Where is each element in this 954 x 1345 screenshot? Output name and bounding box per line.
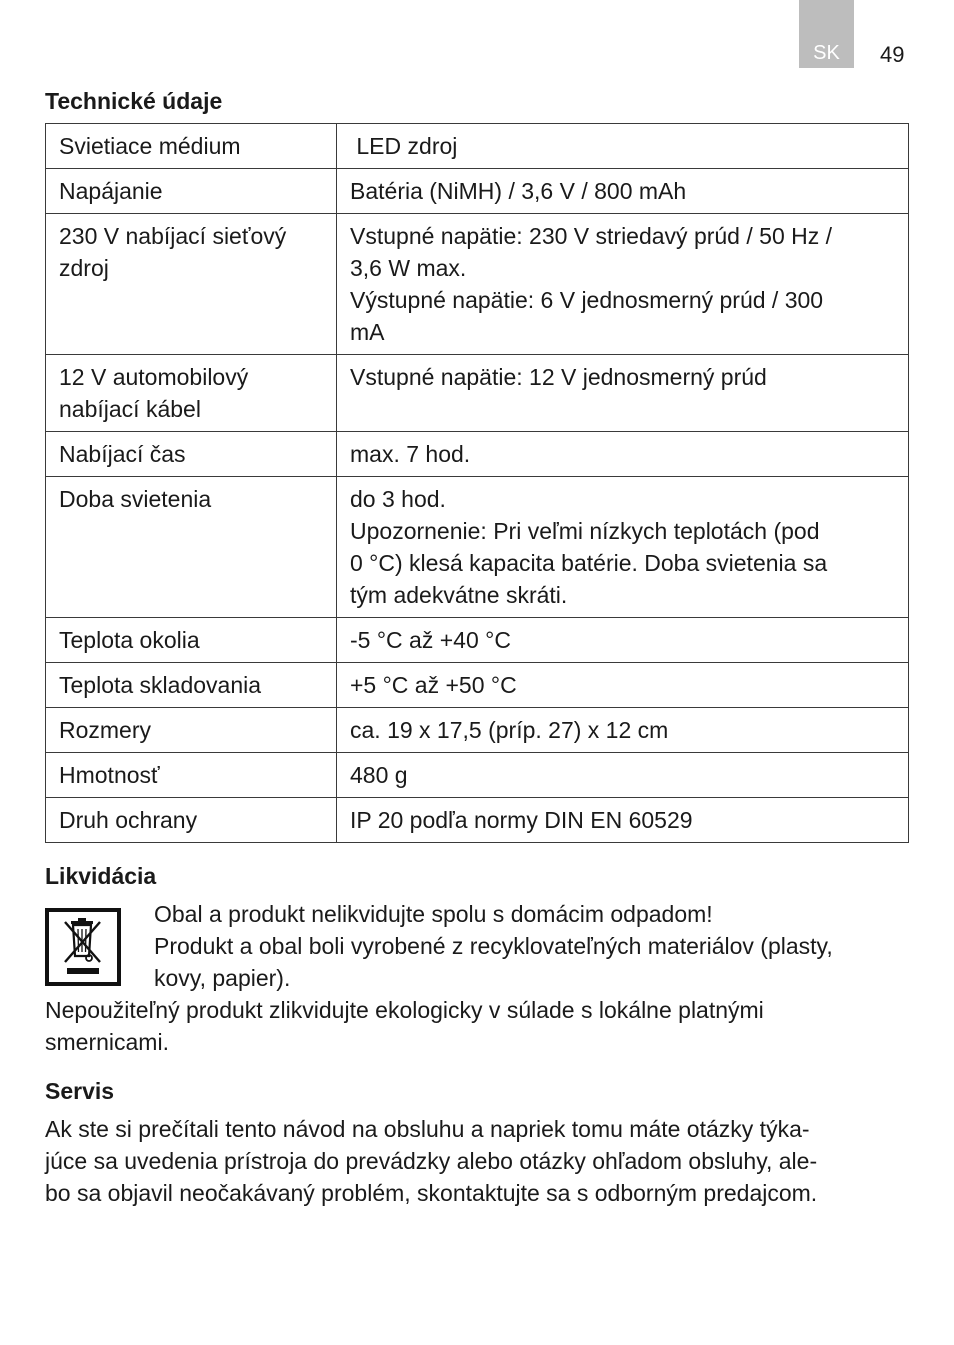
- disposal-line: Obal a produkt nelikvidujte spolu s domácim odpadom!: [154, 901, 713, 927]
- language-tab: [799, 0, 854, 68]
- spec-value-cell: [337, 214, 909, 355]
- service-line: Ak ste si prečítali tento návod na obsluhu a napriek tomu máte otázky týka-: [45, 1116, 810, 1142]
- spec-value: 0 °C) klesá kapacita batérie. Doba svietenia sa: [350, 550, 828, 576]
- spec-value: Vstupné napätie: 12 V jednosmerný prúd: [350, 364, 767, 390]
- spec-label: Doba svietenia: [59, 486, 212, 512]
- spec-value: do 3 hod.: [350, 486, 446, 512]
- spec-label: Nabíjací čas: [59, 441, 186, 467]
- spec-label-cell: [46, 618, 337, 663]
- spec-label: Rozmery: [59, 717, 152, 743]
- spec-label: Teplota skladovania: [59, 672, 262, 698]
- service-line: júce sa uvedenia prístroja do prevádzky alebo otázky ohľadom obsluhy, ale-: [45, 1148, 818, 1174]
- table-row: [46, 214, 909, 355]
- disposal-line: smernicami.: [45, 1029, 169, 1055]
- spec-label-cell: [46, 663, 337, 708]
- spec-value: -5 °C až +40 °C: [350, 627, 511, 653]
- spec-value: Upozornenie: Pri veľmi nízkych teplotách (pod: [350, 518, 820, 544]
- spec-value-cell: [337, 432, 909, 477]
- spec-value: 480 g: [350, 762, 408, 788]
- spec-value-cell: [337, 753, 909, 798]
- table-row: [46, 798, 909, 843]
- spec-label-cell: [46, 169, 337, 214]
- language-code: SK: [813, 42, 840, 64]
- spec-value: tým adekvátne skráti.: [350, 582, 568, 608]
- spec-value: mA: [350, 319, 385, 345]
- spec-value-cell: [337, 169, 909, 214]
- table-row: [46, 169, 909, 214]
- table-row: [46, 663, 909, 708]
- disposal-line: kovy, papier).: [154, 965, 291, 991]
- spec-label: 12 V automobilový: [59, 364, 249, 390]
- spec-label: Napájanie: [59, 178, 163, 204]
- page-number: 49: [880, 42, 905, 67]
- spec-value-cell: [337, 618, 909, 663]
- spec-label: 230 V nabíjací sieťový: [59, 223, 287, 249]
- spec-value: Vstupné napätie: 230 V striedavý prúd / 50 Hz /: [350, 223, 833, 249]
- crossed-out-wheelie-bin-icon: [45, 908, 121, 986]
- disposal-heading: Likvidácia: [45, 863, 157, 889]
- disposal-line: Produkt a obal boli vyrobené z recyklovateľných materiálov (plasty,: [154, 933, 833, 959]
- table-row: [46, 355, 909, 432]
- spec-label: Teplota okolia: [59, 627, 200, 653]
- spec-label-cell: [46, 477, 337, 618]
- spec-label-cell: [46, 432, 337, 477]
- spec-label-cell: [46, 753, 337, 798]
- spec-value: LED zdroj: [350, 133, 458, 159]
- spec-label-cell: [46, 355, 337, 432]
- table-row: [46, 477, 909, 618]
- spec-label: nabíjací kábel: [59, 396, 201, 422]
- tech-specs-table: [45, 123, 909, 843]
- spec-value: Batéria (NiMH) / 3,6 V / 800 mAh: [350, 178, 687, 204]
- spec-value: ca. 19 x 17,5 (príp. 27) x 12 cm: [350, 717, 669, 743]
- service-text: [45, 1113, 817, 1209]
- spec-value-cell: [337, 355, 909, 432]
- spec-value-cell: [337, 708, 909, 753]
- disposal-full-text: [45, 994, 764, 1058]
- spec-value: max. 7 hod.: [350, 441, 471, 467]
- spec-value: 3,6 W max.: [350, 255, 467, 281]
- disposal-line: Nepoužiteľný produkt zlikvidujte ekologicky v súlade s lokálne platnými: [45, 997, 764, 1023]
- spec-value: IP 20 podľa normy DIN EN 60529: [350, 807, 693, 833]
- spec-label-cell: [46, 124, 337, 169]
- service-line: bo sa objavil neočakávaný problém, skontaktujte sa s odborným predajcom.: [45, 1180, 818, 1206]
- table-row: [46, 618, 909, 663]
- spec-label: Svietiace médium: [59, 133, 241, 159]
- spec-value-cell: [337, 663, 909, 708]
- spec-label-cell: [46, 708, 337, 753]
- spec-value: +5 °C až +50 °C: [350, 672, 517, 698]
- table-row: [46, 432, 909, 477]
- spec-label-cell: [46, 214, 337, 355]
- spec-label-cell: [46, 798, 337, 843]
- service-heading: Servis: [45, 1078, 115, 1104]
- spec-value-cell: [337, 124, 909, 169]
- spec-value-cell: [337, 798, 909, 843]
- table-row: [46, 708, 909, 753]
- table-row: [46, 124, 909, 169]
- disposal-indented-text: [154, 898, 833, 994]
- spec-value: Výstupné napätie: 6 V jednosmerný prúd / 300: [350, 287, 824, 313]
- spec-label: zdroj: [59, 255, 109, 281]
- spec-value-cell: [337, 477, 909, 618]
- spec-label: Hmotnosť: [59, 762, 160, 788]
- tech-specs-heading: Technické údaje: [45, 88, 223, 114]
- spec-label: Druh ochrany: [59, 807, 198, 833]
- table-row: [46, 753, 909, 798]
